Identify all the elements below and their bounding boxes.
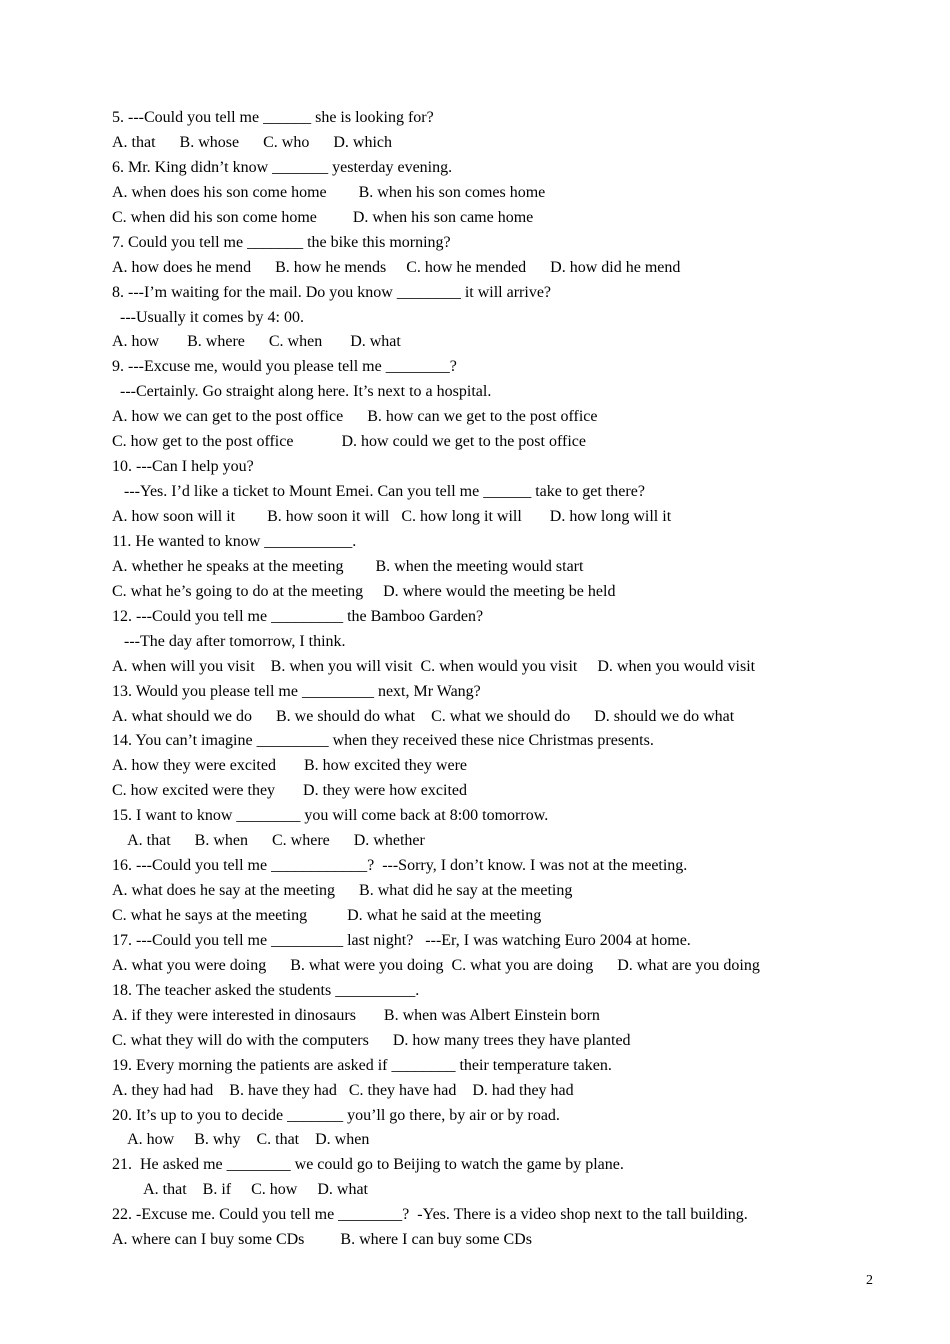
options-line: A. how B. why C. that D. when — [112, 1131, 370, 1149]
question-line: 11. He wanted to know ___________. — [112, 532, 357, 550]
options-line: A. when does his son come home B. when his son comes home — [112, 183, 546, 201]
question-line: 20. It’s up to you to decide _______ you’ll go there, by air or by road. — [112, 1106, 560, 1124]
options-line: A. that B. whose C. who D. which — [112, 133, 392, 151]
options-line: A. if they were interested in dinosaurs B. when was Albert Einstein born — [112, 1006, 600, 1024]
options-line: C. how get to the post office D. how could we get to the post office — [112, 433, 586, 451]
options-line: A. how does he mend B. how he mends C. how he mended D. how did he mend — [112, 258, 681, 276]
question-line: 14. You can’t imagine _________ when they received these nice Christmas presents. — [112, 732, 654, 750]
question-line: 15. I want to know ________ you will come back at 8:00 tomorrow. — [112, 807, 549, 825]
options-line: A. that B. when C. where D. whether — [112, 832, 425, 850]
question-line: 10. ---Can I help you? — [112, 458, 254, 476]
dialogue-line: ---Usually it comes by 4: 00. — [112, 308, 304, 326]
options-line: A. what should we do B. we should do what C. what we should do D. should we do what — [112, 707, 735, 725]
options-line: A. where can I buy some CDs B. where I can buy some CDs — [112, 1231, 532, 1249]
question-line: 5. ---Could you tell me ______ she is looking for? — [112, 109, 434, 126]
question-line: 9. ---Excuse me, would you please tell me ________? — [112, 358, 457, 376]
question-line: 21. He asked me ________ we could go to Beijing to watch the game by plane. — [112, 1156, 624, 1174]
question-line: 12. ---Could you tell me _________ the Bamboo Garden? — [112, 607, 484, 625]
options-line: A. how they were excited B. how excited they were — [112, 757, 467, 775]
options-line: A. what does he say at the meeting B. what did he say at the meeting — [112, 882, 573, 900]
options-line: A. how we can get to the post office B. how can we get to the post office — [112, 408, 598, 426]
question-line: 19. Every morning the patients are asked if ________ their temperature taken. — [112, 1056, 612, 1074]
question-line: 13. Would you please tell me _________ next, Mr Wang? — [112, 682, 481, 700]
question-list — [112, 106, 872, 1253]
dialogue-line: ---Certainly. Go straight along here. It’s next to a hospital. — [112, 383, 492, 401]
question-line: 22. -Excuse me. Could you tell me ________? -Yes. There is a video shop next to the tall building. — [112, 1206, 748, 1224]
page-number: 2 — [866, 1273, 873, 1288]
options-line: C. what they will do with the computers D. how many trees they have planted — [112, 1031, 631, 1049]
dialogue-line: ---The day after tomorrow, I think. — [112, 632, 346, 650]
question-line: 7. Could you tell me _______ the bike this morning? — [112, 233, 451, 251]
options-line: C. when did his son come home D. when his son came home — [112, 208, 534, 226]
options-line: A. that B. if C. how D. what — [112, 1181, 368, 1199]
question-line: 16. ---Could you tell me ____________? ---Sorry, I don’t know. I was not at the meeting. — [112, 857, 688, 875]
options-line: A. what you were doing B. what were you doing C. what you are doing D. what are you doing — [112, 956, 760, 974]
question-line: 18. The teacher asked the students __________. — [112, 981, 420, 999]
dialogue-line: ---Yes. I’d like a ticket to Mount Emei. Can you tell me ______ take to get there? — [112, 483, 645, 501]
options-line: A. when will you visit B. when you will visit C. when would you visit D. when you would visit — [112, 657, 756, 675]
options-line: A. how soon will it B. how soon it will C. how long it will D. how long will it — [112, 508, 672, 525]
options-line: A. how B. where C. when D. what — [112, 333, 401, 351]
options-line: C. how excited were they D. they were how excited — [112, 782, 467, 800]
question-line: 17. ---Could you tell me _________ last night? ---Er, I was watching Euro 2004 at home. — [112, 931, 691, 949]
question-line: 6. Mr. King didn’t know _______ yesterday evening. — [112, 158, 453, 176]
options-line: A. they had had B. have they had C. they have had D. had they had — [112, 1081, 574, 1099]
options-line: C. what he says at the meeting D. what he said at the meeting — [112, 907, 542, 924]
options-line: A. whether he speaks at the meeting B. when the meeting would start — [112, 557, 584, 575]
question-line: 8. ---I’m waiting for the mail. Do you know ________ it will arrive? — [112, 283, 552, 301]
options-line: C. what he’s going to do at the meeting D. where would the meeting be held — [112, 582, 616, 600]
